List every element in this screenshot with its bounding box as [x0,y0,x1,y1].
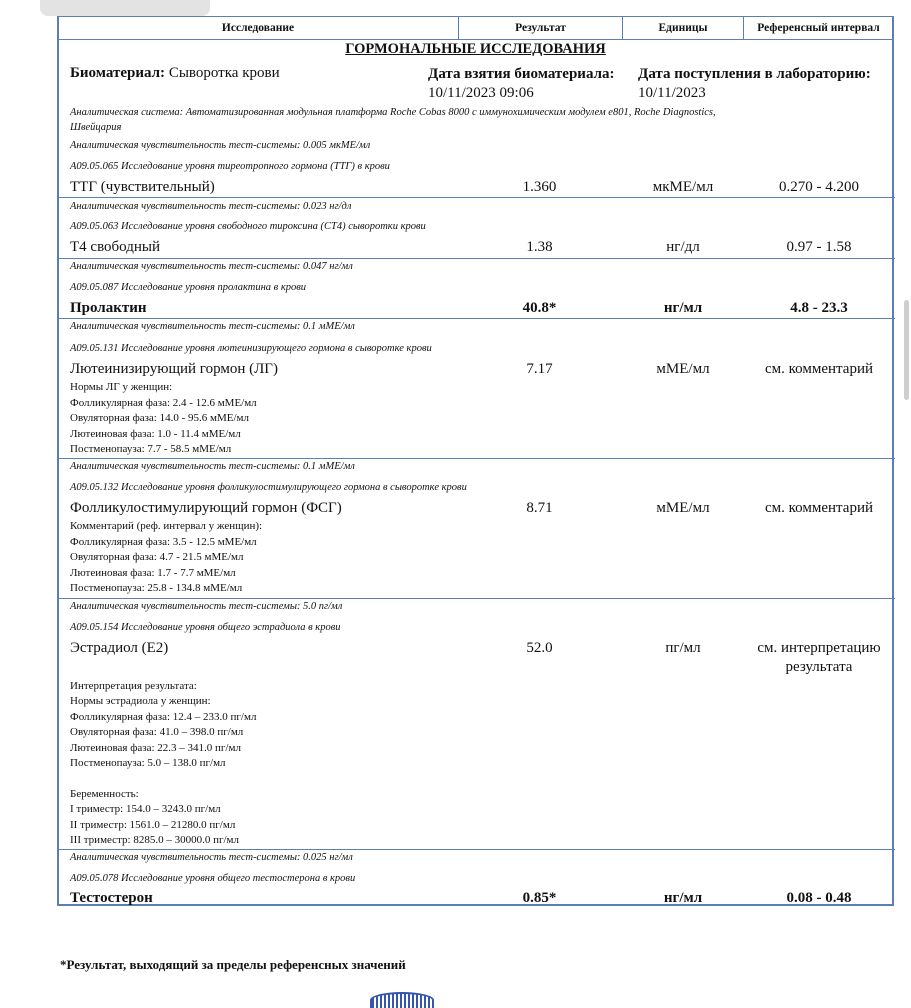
tsh-code: A09.05.065 Исследование уровня тиреотропного гормона (ТТГ) в крови [70,161,390,172]
lh-name: Лютеинизирующий гормон (ЛГ) [70,361,278,377]
tsh-result: 1.360 [522,179,557,195]
scrollbar-thumb[interactable] [904,300,909,400]
fsh-note: Комментарий (реф. интервал у женщин): [70,520,263,532]
e2-units: пг/мл [665,640,701,656]
lh-code: A09.05.131 Исследование уровня лютеинизирующего гормона в сыворотке крови [70,343,432,354]
testo-sensitivity: Аналитическая чувствительность тест-системы: 0.025 нг/мл [70,852,353,863]
row-divider [58,197,895,198]
collection-date-label: Дата взятия биоматериала: [428,66,615,82]
fsh-units: мМЕ/мл [656,500,710,516]
received-date-label: Дата поступления в лабораторию: [638,66,871,82]
e2-code: A09.05.154 Исследование уровня общего эстрадиола в крови [70,622,341,633]
e2-result: 52.0 [526,640,553,656]
prl-result: 40.8* [522,300,557,316]
row-divider [58,598,895,599]
row-divider [58,458,895,459]
e2-pregnancy: I триместр: 154.0 – 3243.0 пг/мл [70,803,221,815]
fsh-name: Фолликулостимулирующий гормон (ФСГ) [70,500,342,516]
lh-note: Нормы ЛГ у женщин: [70,381,173,393]
analytic-system: Аналитическая система: Автоматизированная модульная платформа Roche Cobas 8000 с иммунохимическим модулем e801, Roche Diagnostics, [70,107,716,118]
t4-name: Т4 свободный [70,239,161,255]
lh-result: 7.17 [526,361,553,377]
e2-note: Постменопауза: 5.0 – 138.0 пг/мл [70,757,226,769]
t4-sensitivity: Аналитическая чувствительность тест-системы: 0.023 нг/дл [70,201,352,212]
lh-note: Постменопауза: 7.7 - 58.5 мМЕ/мл [70,443,232,455]
t4-ref: 0.97 - 1.58 [786,239,852,255]
e2-ref-cont: результата [785,659,853,675]
t4-units: нг/дл [666,239,700,255]
header-test: Исследование [57,16,459,40]
row-divider [58,849,895,850]
fsh-note: Лютеиновая фаза: 1.7 - 7.7 мМЕ/мл [70,567,236,579]
prl-units: нг/мл [663,300,703,316]
testo-result: 0.85* [522,890,557,906]
testo-units: нг/мл [663,890,703,906]
e2-note: Овуляторная фаза: 41.0 – 398.0 пг/мл [70,726,244,738]
prl-sensitivity: Аналитическая чувствительность тест-системы: 0.047 нг/мл [70,261,353,272]
e2-note: Интерпретация результата: [70,680,197,692]
analytic-system-cont: Швейцария [70,122,122,133]
e2-pregnancy: Беременность: [70,788,139,800]
collection-date-value: 10/11/2023 09:06 [428,85,534,101]
fsh-result: 8.71 [526,500,553,516]
e2-note: Нормы эстрадиола у женщин: [70,695,211,707]
header-result: Результат [458,16,623,40]
e2-pregnancy: III триместр: 8285.0 – 30000.0 пг/мл [70,834,239,846]
fsh-note: Постменопауза: 25.8 - 134.8 мМЕ/мл [70,582,243,594]
lh-note: Лютеиновая фаза: 1.0 - 11.4 мМЕ/мл [70,428,241,440]
prl-code: A09.05.087 Исследование уровня пролактина в крови [70,282,307,293]
header-units: Единицы [622,16,744,40]
row-divider [58,258,895,259]
prl-name: Пролактин [70,300,147,316]
row-divider [58,318,895,319]
fsh-ref: см. комментарий [764,500,873,516]
biomaterial: Биоматериал: Сыворотка крови [70,65,280,81]
lh-ref: см. комментарий [764,361,873,377]
t4-result: 1.38 [526,239,553,255]
section-title: ГОРМОНАЛЬНЫЕ ИССЛЕДОВАНИЯ [345,41,606,57]
e2-name: Эстрадиол (Е2) [70,640,169,656]
fsh-note: Фолликулярная фаза: 3.5 - 12.5 мМЕ/мл [70,536,257,548]
t4-code: A09.05.063 Исследование уровня свободного тироксина (СТ4) сыворотки крови [70,221,426,232]
lh-note: Фолликулярная фаза: 2.4 - 12.6 мМЕ/мл [70,397,257,409]
lab-stamp [370,992,434,1008]
tsh-name: ТТГ (чувствительный) [70,179,215,195]
e2-ref: см. интерпретацию [757,640,881,656]
prl-ref: 4.8 - 23.3 [790,300,848,316]
header-ref: Референсный интервал [743,16,894,40]
tsh-ref: 0.270 - 4.200 [779,179,859,195]
tsh-units: мкМЕ/мл [652,179,714,195]
lh-note: Овуляторная фаза: 14.0 - 95.6 мМЕ/мл [70,412,249,424]
footnote: *Результат, выходящий за пределы референсных значений [60,957,406,972]
received-date-value: 10/11/2023 [638,85,706,101]
fsh-sensitivity: Аналитическая чувствительность тест-системы: 0.1 мМЕ/мл [70,461,355,472]
tsh-sensitivity: Аналитическая чувствительность тест-системы: 0.005 мкМЕ/мл [70,140,371,151]
top-tab-shadow [40,0,210,16]
e2-note: Лютеиновая фаза: 22.3 – 341.0 пг/мл [70,742,241,754]
e2-pregnancy: II триместр: 1561.0 – 21280.0 пг/мл [70,819,236,831]
fsh-note: Овуляторная фаза: 4.7 - 21.5 мМЕ/мл [70,551,244,563]
testo-code: A09.05.078 Исследование уровня общего тестостерона в крови [70,873,356,884]
e2-note: Фолликулярная фаза: 12.4 – 233.0 пг/мл [70,711,257,723]
lh-sensitivity: Аналитическая чувствительность тест-системы: 0.1 мМЕ/мл [70,321,355,332]
testo-ref: 0.08 - 0.48 [786,890,852,906]
testo-name: Тестостерон [70,890,153,906]
fsh-code: A09.05.132 Исследование уровня фолликулостимулирующего гормона в сыворотке крови [70,482,467,493]
lh-units: мМЕ/мл [656,361,710,377]
e2-sensitivity: Аналитическая чувствительность тест-системы: 5.0 пг/мл [70,601,343,612]
